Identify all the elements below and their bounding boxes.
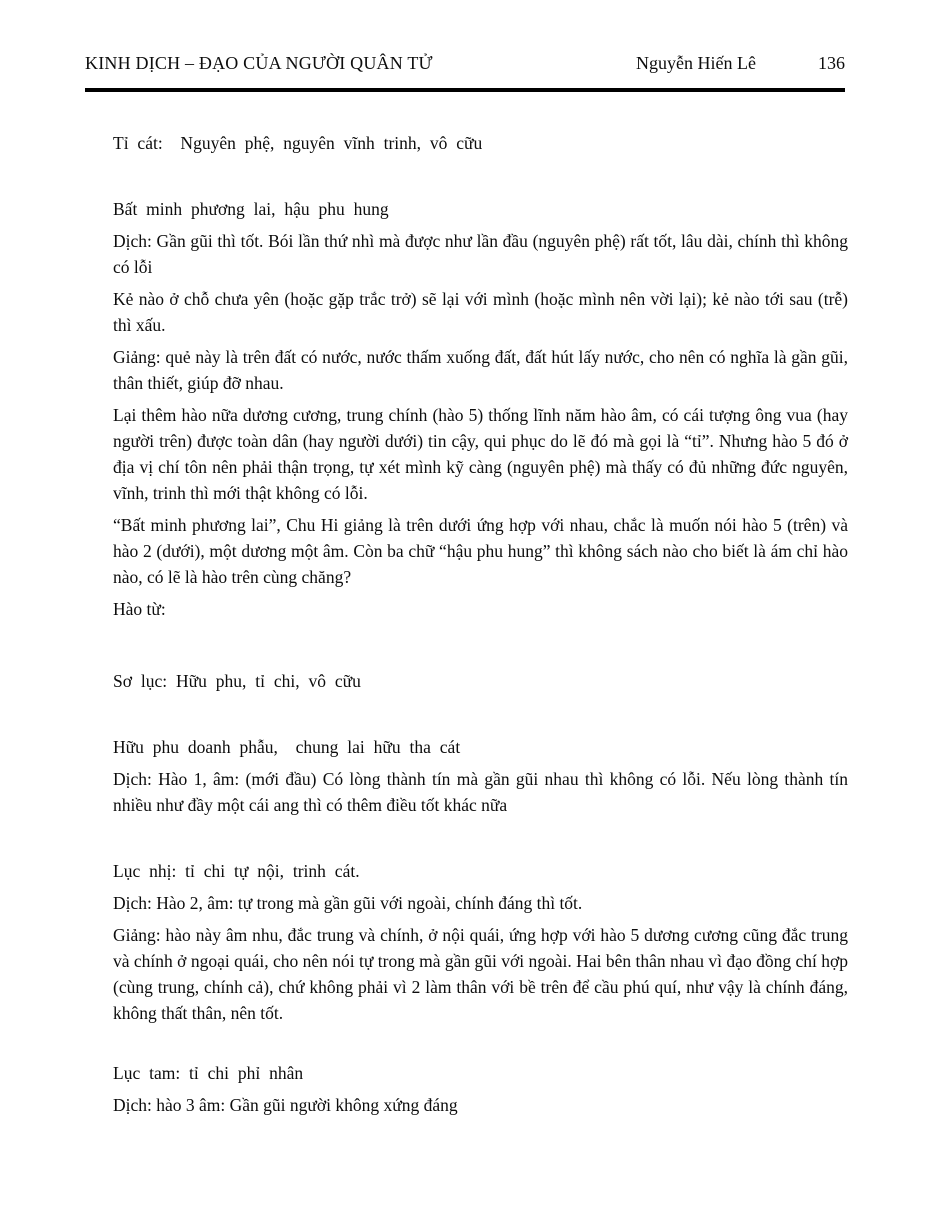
paragraph: Hữu phu doanh phẫu, chung lai hữu tha cát [113,737,461,757]
author-name: Nguyễn Hiến Lê [636,53,756,73]
paragraph: Giảng: quẻ này là trên đất có nước, nước thấm xuống đất, đất hút lấy nước, cho nên có nghĩa là gần gũi, thân thiết, giúp đỡ nhau. [113,347,848,393]
paragraph: Dịch: Gần gũi thì tốt. Bói lần thứ nhì mà được như lần đầu (nguyên phệ) rất tốt, lâu dài, chính thì không có lỗi [113,231,848,277]
page-content [113,130,848,1118]
paragraph: Hào từ: [113,599,166,619]
paragraph: Sơ lục: Hữu phu, tỉ chi, vô cữu [113,671,361,691]
paragraph: Lục nhị: tỉ chi tự nội, trinh cát. [113,861,360,881]
paragraph: Giảng: hào này âm nhu, đắc trung và chính, ở nội quái, ứng hợp với hào 5 dương cương cũng đắc trung và chính ở ngoại quái, cho nên nói tự trong mà gần gũi với ngoài. Hai bên thân nhau vì đạo đồng chí hợp (cùng trung, chính cả), chứ không phải vì 2 làm thân với bề trên để cầu phú quí, như vậy là chính đáng, không thất thân, nên tốt. [113,925,848,1023]
paragraph: Dịch: Hào 2, âm: tự trong mà gần gũi với ngoài, chính đáng thì tốt. [113,893,583,913]
paragraph: Kẻ nào ở chỗ chưa yên (hoặc gặp trắc trở) sẽ lại với mình (hoặc mình nên vời lại); kẻ nào tới sau (trễ) thì xấu. [113,289,848,335]
header-rule [85,88,845,92]
paragraph: Dịch: hào 3 âm: Gần gũi người không xứng đáng [113,1095,458,1115]
paragraph: “Bất minh phương lai”, Chu Hi giảng là trên dưới ứng hợp với nhau, chắc là muốn nói hào 5 (trên) và hào 2 (dưới), một dương một âm. Còn ba chữ “hậu phu hung” thì không sách nào cho biết là ám chỉ hào nào, có lẽ là hào trên cùng chăng? [113,515,848,587]
paragraph: Tỉ cát: Nguyên phệ, nguyên vĩnh trinh, vô cữu [113,133,483,153]
paragraph: Bất minh phương lai, hậu phu hung [113,199,389,219]
page-number: 136 [818,53,845,73]
paragraph: Lục tam: tỉ chi phỉ nhân [113,1063,304,1083]
page-header [85,52,845,74]
paragraph: Dịch: Hào 1, âm: (mới đầu) Có lòng thành tín mà gần gũi nhau thì không có lỗi. Nếu lòng thành tín nhiều như đầy một cái ang thì có thêm điều tốt khác nữa [113,769,848,815]
book-title: KINH DỊCH – ĐẠO CỦA NGƯỜI QUÂN TỬ [85,53,433,73]
paragraph: Lại thêm hào nữa dương cương, trung chính (hào 5) thống lĩnh năm hào âm, có cái tượng ông vua (hay người trên) được toàn dân (hay người dưới) tin cậy, qui phục do lẽ đó mà gọi là “tỉ”. Nhưng hào 5 đó ở địa vị chí tôn nên phải thận trọng, tự xét mình kỹ càng (nguyên phệ) mà thấy có đủ những đức nguyên, vĩnh, trinh thì mới thật không có lỗi. [113,405,848,503]
